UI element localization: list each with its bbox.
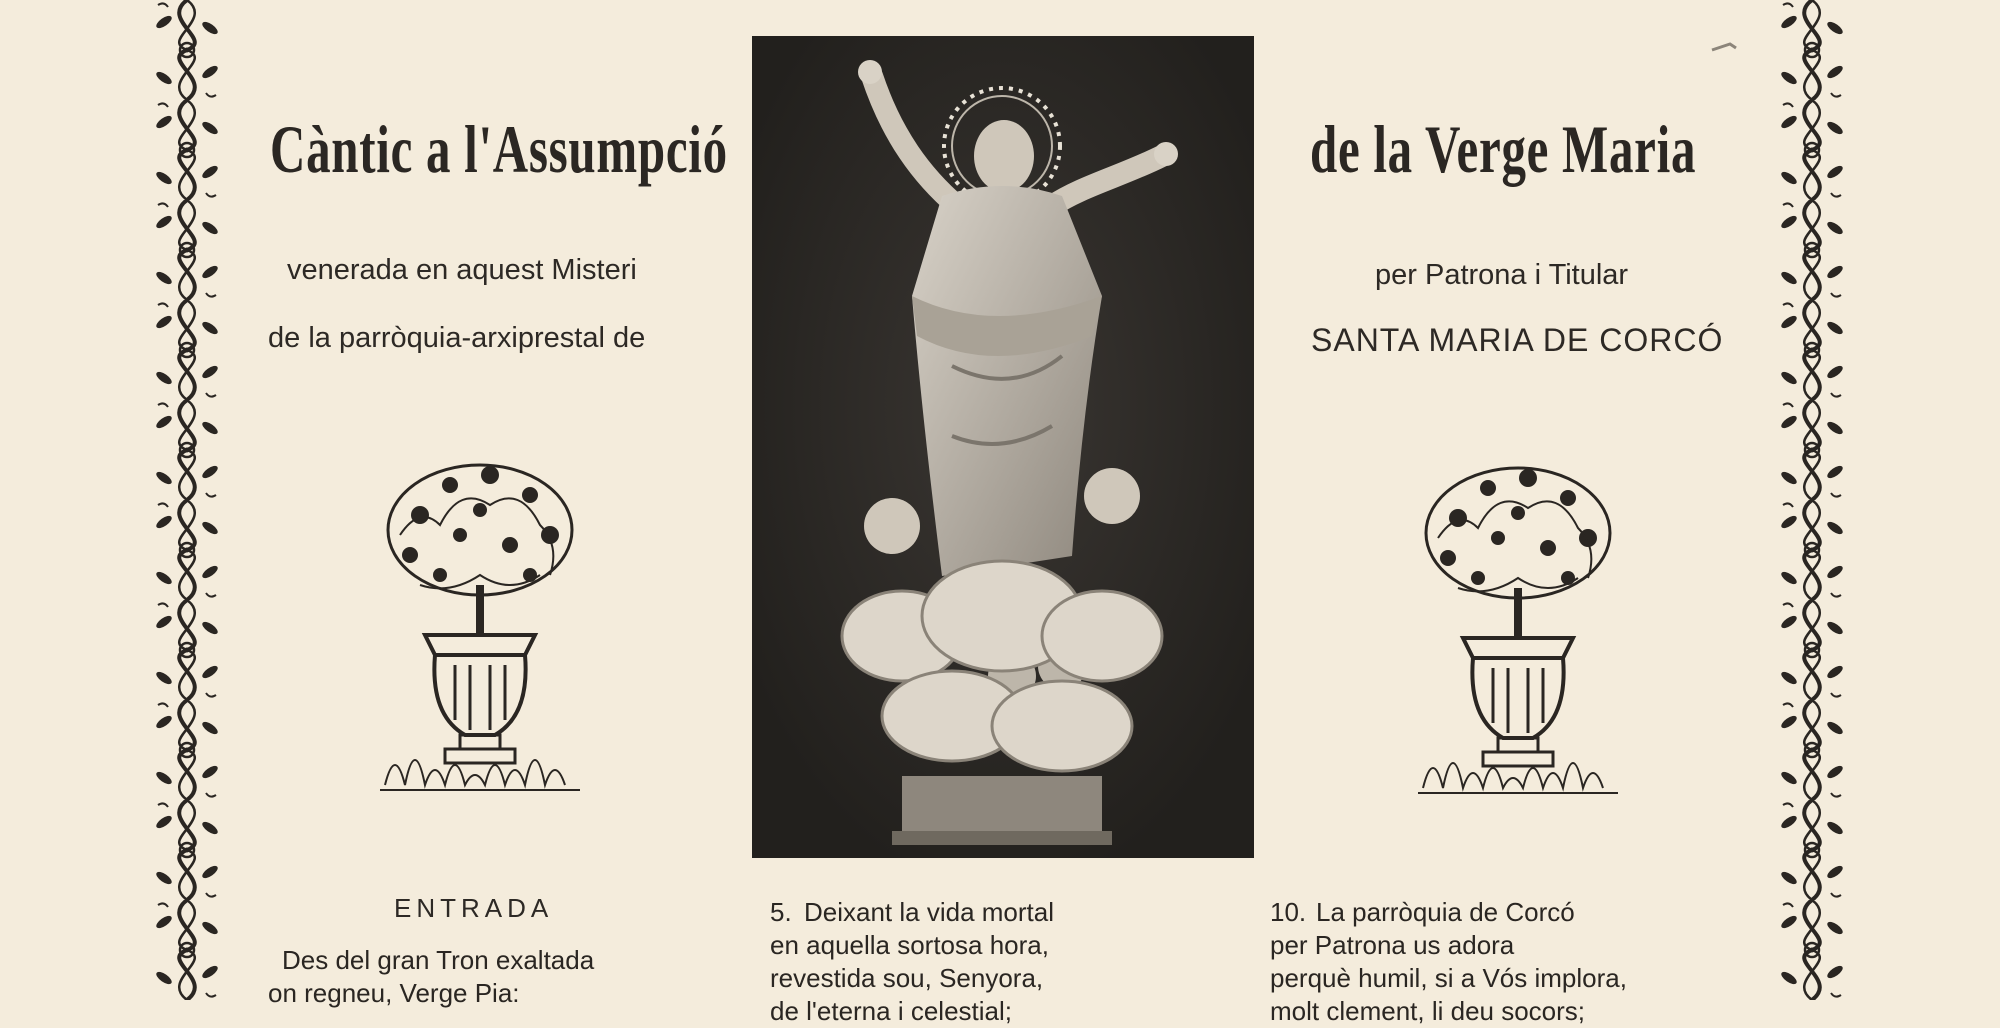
verse-5 [770, 896, 1054, 1028]
verse-line: Deixant la vida mortal [804, 897, 1054, 927]
vine-border-icon [1775, 0, 1849, 1000]
subtitle-right-line-2: SANTA MARIA DE CORCÓ [1311, 322, 1724, 358]
verse-line: perquè humil, si a Vós implora, [1270, 963, 1627, 993]
verse-entrada [268, 944, 594, 1010]
potted-tree-icon [380, 455, 580, 805]
title-right: de la Verge Maria [1310, 111, 1697, 187]
potted-tree-icon [1418, 458, 1618, 808]
cropped-top-text-fragment [700, 0, 1620, 4]
virgin-statue-icon [752, 36, 1254, 858]
subtitle-right-line-1: per Patrona i Titular [1375, 259, 1629, 291]
title-left: Càntic a l'Assumpció [270, 111, 728, 187]
verse-line: La parròquia de Corcó [1316, 897, 1575, 927]
verse-10 [1270, 896, 1627, 1028]
statue-photograph [752, 36, 1254, 858]
subtitle-left-line-1: venerada en aquest Misteri [287, 254, 637, 286]
verse-line: revestida sou, Senyora, [770, 963, 1044, 993]
flower-urn-right [1418, 458, 1618, 808]
subtitle-left-line-2: de la parròquia-arxiprestal de [268, 322, 646, 354]
floral-border-left [150, 0, 224, 1000]
section-heading-entrada: ENTRADA [394, 893, 554, 923]
verse-number: 5. [770, 897, 792, 927]
verse-line: on regneu, Verge Pia: [268, 978, 520, 1008]
flower-urn-left [380, 455, 580, 805]
verse-number: 10. [1270, 897, 1307, 927]
vine-border-icon [150, 0, 224, 1000]
verse-line: per Patrona us adora [1270, 930, 1515, 960]
verse-line: molt clement, li deu socors; [1270, 996, 1586, 1026]
verse-line: de l'eterna i celestial; [770, 996, 1012, 1026]
verse-line: Des del gran Tron exaltada [282, 945, 595, 975]
paper-mark-icon [1710, 40, 1738, 54]
floral-border-right [1775, 0, 1849, 1000]
verse-line: en aquella sortosa hora, [770, 930, 1049, 960]
